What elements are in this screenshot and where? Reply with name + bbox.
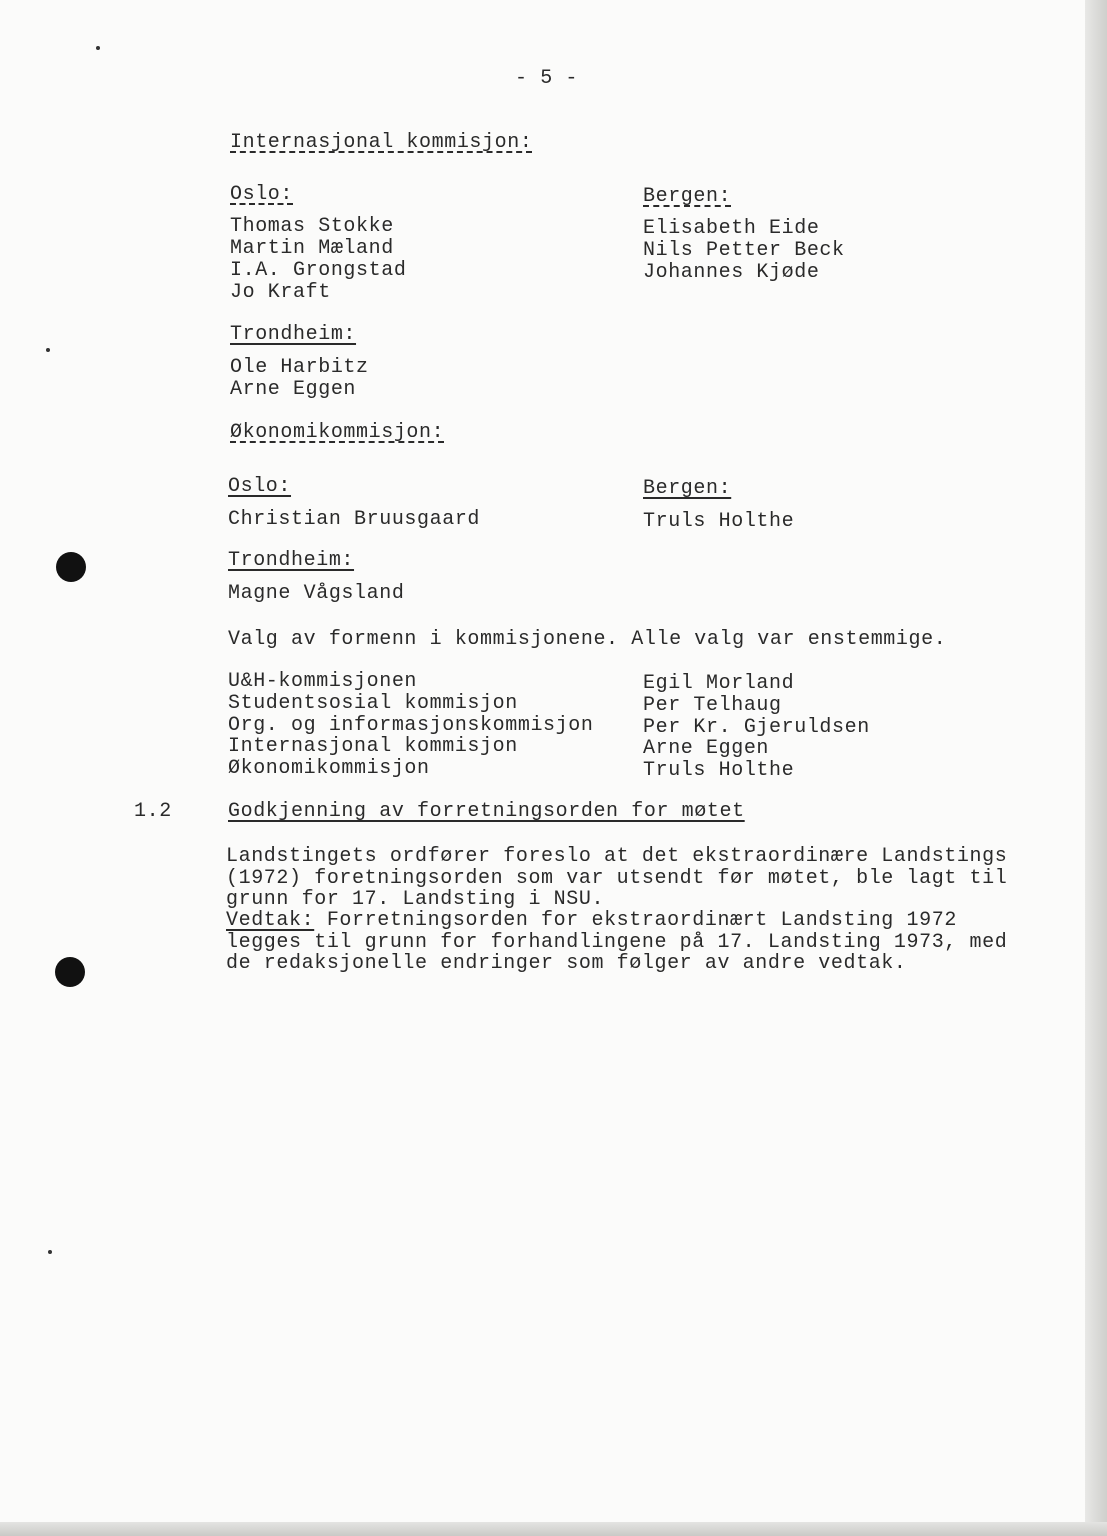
member-name: Jo Kraft xyxy=(230,281,331,304)
label-trondheim: Trondheim: xyxy=(230,323,357,346)
paragraph-line: (1972) foretningsorden som var utsendt før møtet, ble lagt til xyxy=(226,867,1008,890)
label-bergen: Bergen: xyxy=(643,185,732,208)
paragraph-line: Landstingets ordfører foreslo at det ekstraordinære Landstings xyxy=(226,845,1008,868)
paragraph-line: grunn for 17. Landsting i NSU. xyxy=(226,888,605,911)
speck-mark xyxy=(48,1250,52,1254)
page-bottom-shadow xyxy=(0,1522,1107,1536)
member-name: I.A. Grongstad xyxy=(230,259,407,282)
member-name: Christian Bruusgaard xyxy=(228,508,481,531)
kommisjon-name: Org. og informasjonskommisjon xyxy=(228,714,594,737)
punch-hole xyxy=(56,552,86,582)
paragraph-line: de redaksjonelle endringer som følger av andre vedtak. xyxy=(226,952,907,975)
kommisjon-name: Internasjonal kommisjon xyxy=(228,735,518,758)
vedtak-line xyxy=(226,910,957,932)
vedtak-label: Vedtak: xyxy=(226,909,315,932)
paragraph-line: legges til grunn for forhandlingene på 17. Landsting 1973, med xyxy=(226,931,1008,954)
member-name: Elisabeth Eide xyxy=(643,217,820,240)
label-bergen: Bergen: xyxy=(643,477,732,500)
formann-name: Per Kr. Gjeruldsen xyxy=(643,716,870,739)
member-name: Johannes Kjøde xyxy=(643,261,820,284)
kommisjon-name: U&H-kommisjonen xyxy=(228,670,418,693)
member-name: Martin Mæland xyxy=(230,237,394,260)
member-name: Truls Holthe xyxy=(643,510,795,533)
speck-mark xyxy=(46,348,50,352)
formann-name: Arne Eggen xyxy=(643,737,770,760)
kommisjon-name: Økonomikommisjon xyxy=(228,757,430,780)
label-oslo: Oslo: xyxy=(230,183,294,206)
speck-mark xyxy=(96,46,100,50)
formann-name: Truls Holthe xyxy=(643,759,795,782)
formann-name: Egil Morland xyxy=(643,672,795,695)
member-name: Thomas Stokke xyxy=(230,215,394,238)
member-name: Magne Vågsland xyxy=(228,582,405,605)
member-name: Ole Harbitz xyxy=(230,356,369,379)
member-name: Nils Petter Beck xyxy=(643,239,845,262)
kommisjon-name: Studentsosial kommisjon xyxy=(228,692,518,715)
valg-intro: Valg av formenn i kommisjonene. Alle valg var enstemmige. xyxy=(228,628,947,651)
label-trondheim: Trondheim: xyxy=(228,549,355,572)
page-edge-shadow xyxy=(1085,0,1107,1536)
vedtak-text: Forretningsorden for ekstraordinært Landsting 1972 xyxy=(314,909,957,932)
heading-internasjonal: Internasjonal kommisjon: xyxy=(230,131,533,154)
punch-hole xyxy=(55,957,85,987)
section-heading: Godkjenning av forretningsorden for møtet xyxy=(228,800,745,823)
page-number: - 5 - xyxy=(515,67,579,90)
heading-okonomi: Økonomikommisjon: xyxy=(230,421,445,444)
member-name: Arne Eggen xyxy=(230,378,357,401)
section-number: 1.2 xyxy=(134,800,172,823)
formann-name: Per Telhaug xyxy=(643,694,782,717)
label-oslo: Oslo: xyxy=(228,475,292,498)
